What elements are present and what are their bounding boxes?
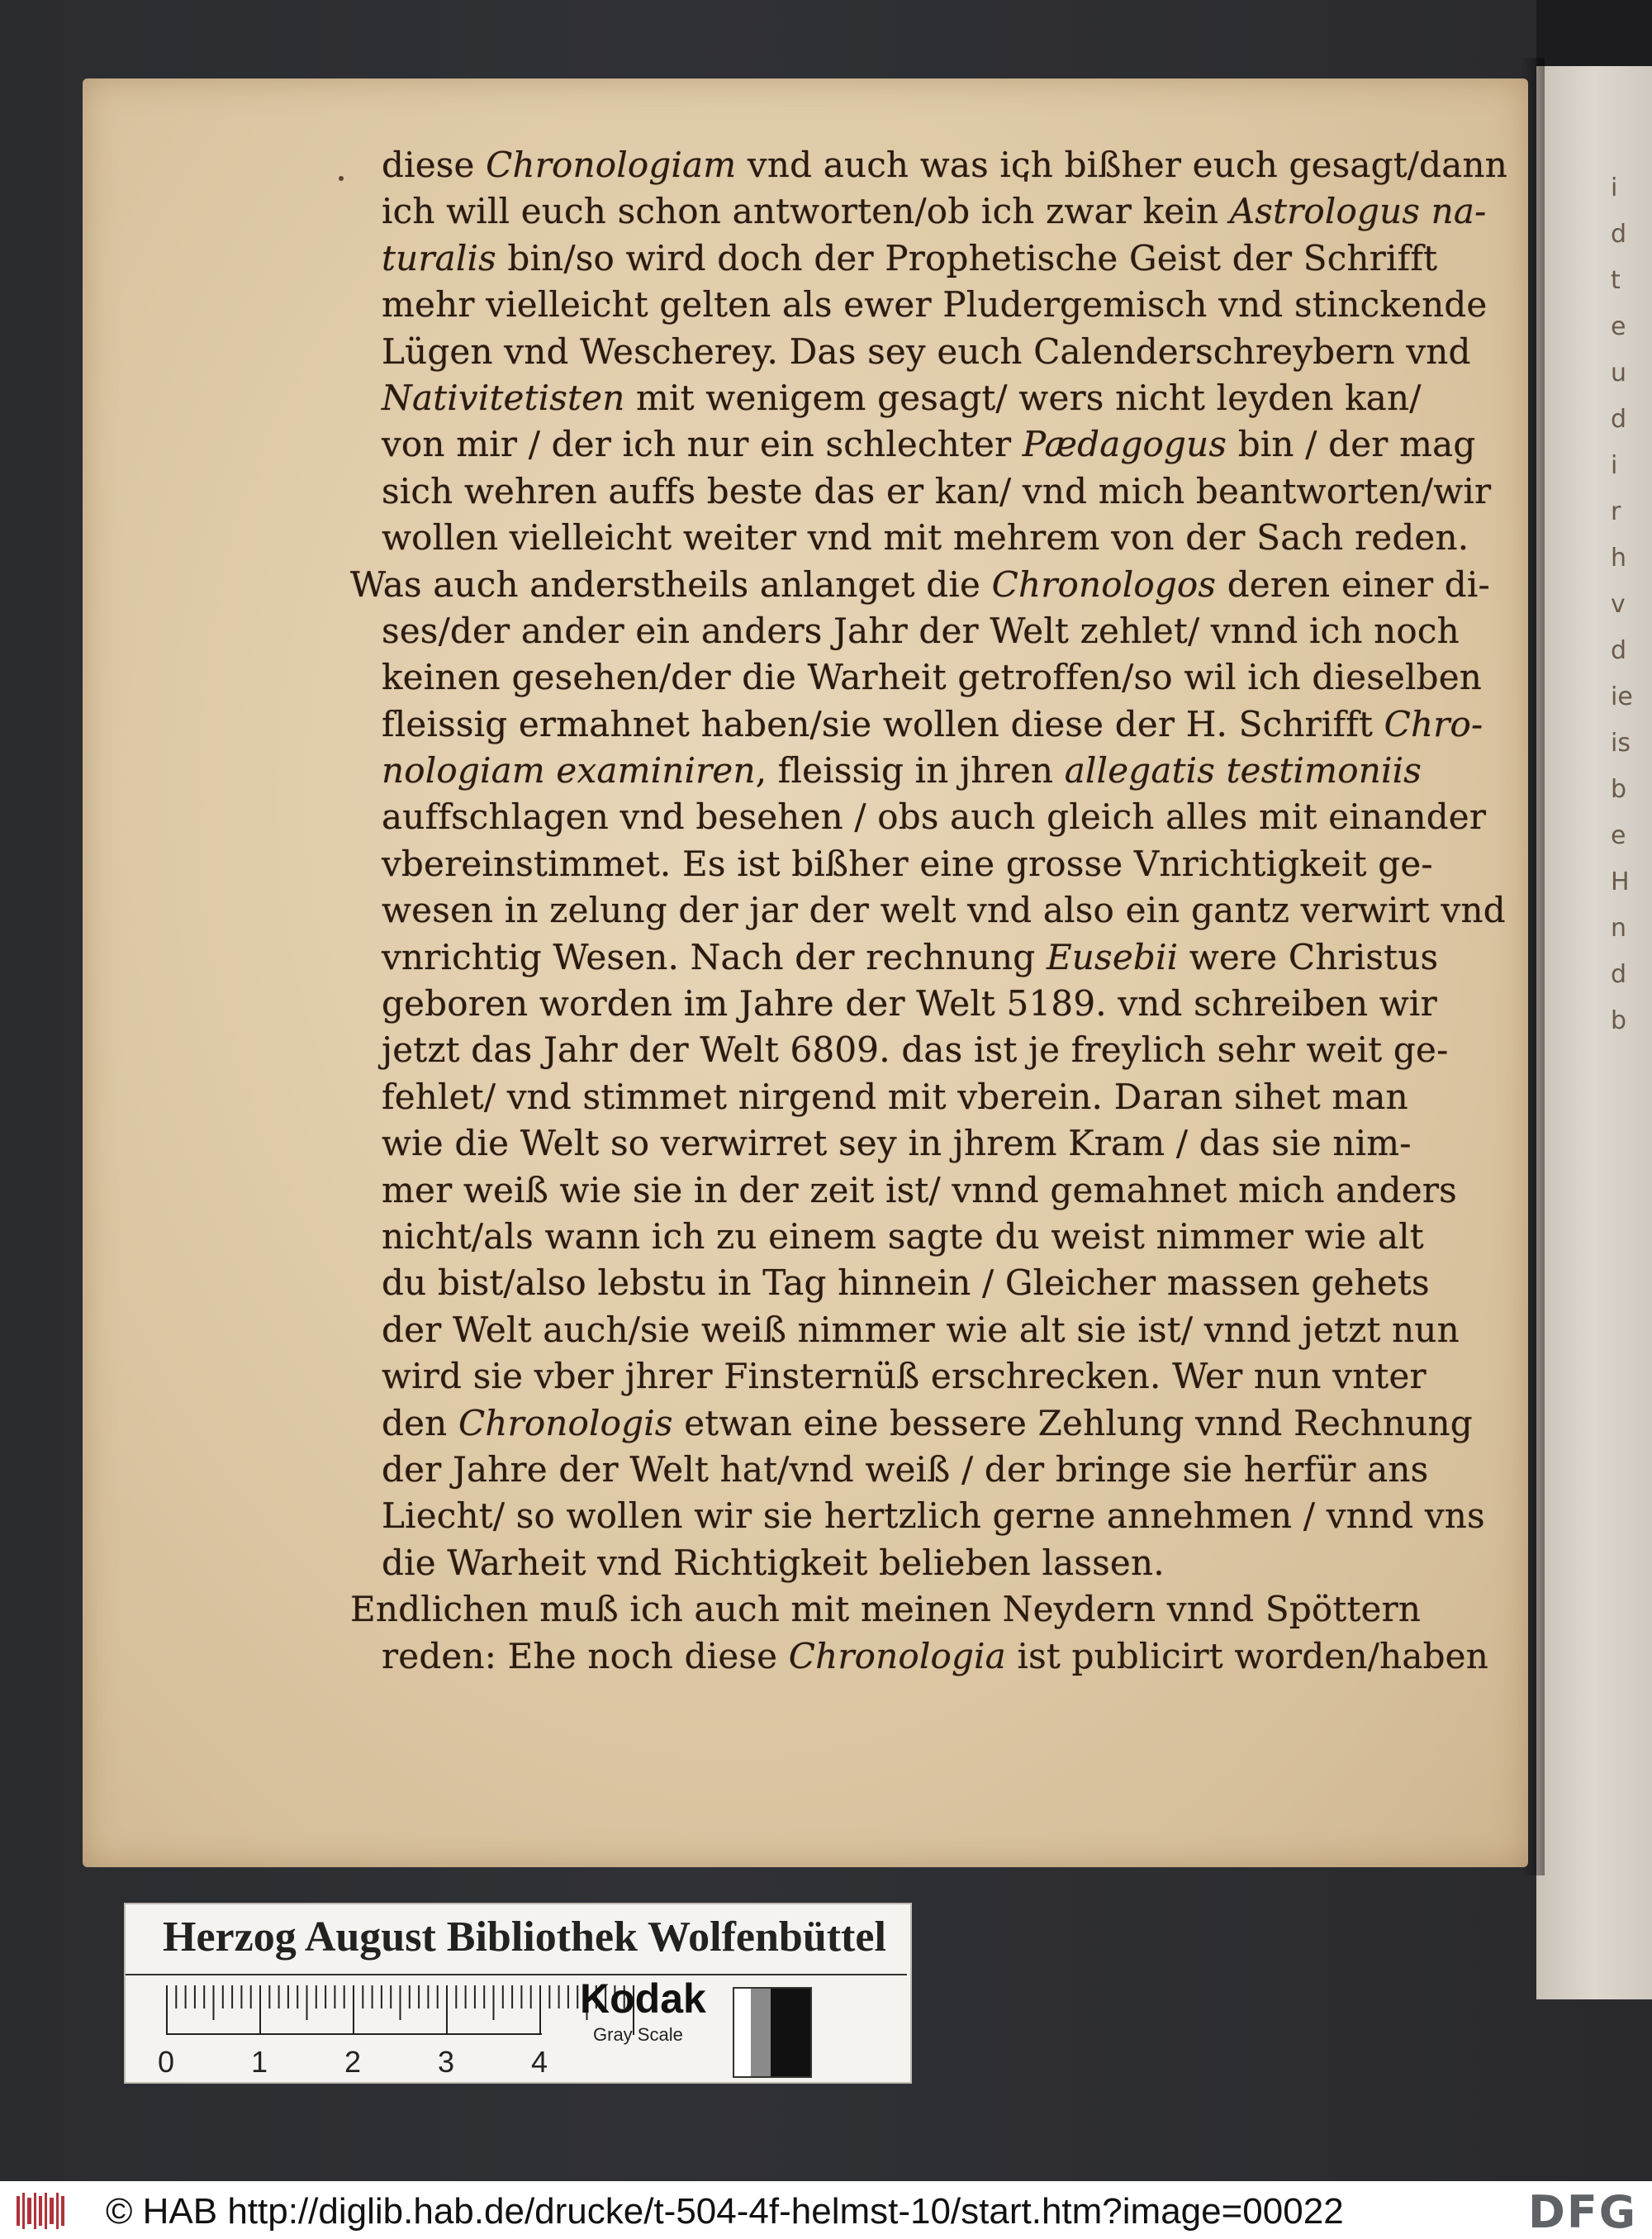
text-line [382,515,1469,561]
text-line [382,1400,1473,1447]
ruler-tick [409,1985,411,2008]
ruler-tick [372,1985,373,2008]
ruler-tick [465,1985,467,2008]
text-line [382,235,1455,282]
ruler-tick [502,1985,504,2008]
text-line [382,1307,1460,1353]
fraktur-text: fleissig ermahnet haben/sie wollen diese der H. Schrifft [382,703,1384,744]
fraktur-text: bin / der mag [1227,424,1476,465]
ruler-number: 4 [531,2045,548,2079]
ruler-tick [240,1985,242,2008]
latin-italic-text: nologiam examiniren [382,750,756,791]
fraktur-text: Was auch anderstheils anlanget die [350,563,992,605]
fraktur-text: geboren worden im Jahre der Welt 5189. vnd schreiben wir [382,983,1437,1024]
text-line [382,887,1506,934]
text-line [382,421,1476,468]
ruler-tick [231,1985,233,2008]
text-line [382,841,1455,887]
fraktur-text: die Warheit vnd Richtigkeit belieben lassen. [382,1542,1165,1583]
fraktur-text: mit wenigem gesagt/ wers nicht leyden kan/ [624,377,1422,418]
fraktur-text: jetzt das Jahr der Welt 6809. das ist je freylich sehr weit ge- [382,1029,1449,1071]
text-line [382,1447,1455,1493]
fraktur-text: mer weiß wie sie in der zeit ist/ vnnd gemahnet mich anders [382,1169,1457,1210]
fraktur-text: reden: Ehe noch diese [382,1635,789,1676]
ruler-tick [455,1985,457,2008]
fraktur-text: auffschlagen vnd besehen / obs auch gleich alles mit einander [382,796,1487,838]
text-line [382,934,1455,981]
fraktur-text: wie die Welt so verwirret sey in jhrem Kram / das sie nim- [382,1123,1412,1164]
text-line [350,562,1490,608]
ruler-tick [316,1985,317,2008]
ruler-tick [446,1985,448,2035]
fraktur-text: vnrichtig Wesen. Nach der rechnung [382,936,1047,977]
ruler-tick [268,1985,270,2008]
copyright-url: © HAB http://diglib.hab.de/drucke/t-504-4f-helmst-10/start.htm?image=00022 [106,2191,1344,2232]
text-line [350,1586,1455,1633]
latin-italic-text: Chronologos [991,563,1217,605]
kodak-logo: Kodak [580,1975,706,2022]
fraktur-text: were Christus [1178,936,1439,977]
ruler-tick [287,1985,289,2008]
fraktur-text: vbereinstimmet. Es ist bißher eine grosse Vnrichtigkeit ge- [382,843,1433,884]
text-line [382,1074,1455,1120]
text-line [382,1493,1485,1539]
text-line [382,375,1455,421]
ruler-tick [530,1985,532,2008]
fraktur-text: mehr vielleicht gelten als ewer Pludergemisch vnd stinckende [382,284,1488,326]
latin-italic-text: turalis [382,237,496,278]
library-name: Herzog August Bibliothek Wolfenbüttel [163,1913,886,1961]
dfg-logo: DFG [1528,2186,1638,2238]
text-line [382,468,1492,515]
ruler-tick [567,1985,569,2008]
ruler-tick [175,1985,177,2008]
latin-italic-text: Nativitetisten [382,377,625,418]
ruler-baseline [166,2033,542,2035]
fraktur-text: Lügen vnd Wescherey. Das sey euch Calenderschreybern vnd [382,330,1471,372]
ruler-tick [577,1985,578,2008]
text-line [382,748,1455,794]
fraktur-text: den [382,1402,458,1443]
ruler-tick [400,1985,401,2020]
fraktur-text: der Jahre der Welt hat/vnd weiß / der bringe sie herfür ans [382,1448,1429,1490]
latin-italic-text: Chronologis [458,1402,673,1443]
ruler-tick [250,1985,252,2008]
fraktur-text: ich will euch schon antworten/ob ich zwar kein [382,191,1230,232]
text-line [382,701,1483,748]
text-line [382,1260,1455,1306]
fraktur-text: Liecht/ so wollen wir sie hertzlich gerne annehmen / vnnd vns [382,1495,1485,1537]
text-line [382,1633,1488,1680]
ruler-tick [278,1985,280,2008]
ruler-tick [427,1985,429,2008]
ruler-tick [493,1985,495,2020]
ruler-tick [558,1985,560,2008]
fraktur-text: von mir / der ich nur ein schlechter [382,424,1023,465]
text-line [382,329,1471,375]
text-line [382,654,1483,701]
ruler-tick [418,1985,420,2008]
ruler-tick [194,1985,196,2008]
text-line [382,188,1487,235]
fraktur-text: du bist/also lebstu in Tag hinnein / Gleicher massen gehets [382,1262,1430,1304]
fraktur-text: deren einer di- [1216,563,1490,605]
fraktur-text: wesen in zelung der jar der welt vnd also ein gantz verwirt vnd [382,890,1506,931]
latin-italic-text: Eusebii [1046,936,1179,977]
text-line [382,142,1507,188]
ruler-tick [185,1985,187,2008]
page-text-block [350,142,1507,1680]
ruler-number: 0 [158,2045,175,2079]
text-line [382,1027,1455,1073]
fraktur-text: , fleissig in jhren [755,750,1065,791]
fraktur-text: bin/so wird doch der Prophetische Geist der Schrifft [496,237,1438,278]
ruler-tick [213,1985,215,2020]
ruler-tick [390,1985,392,2008]
latin-italic-text: Chro- [1384,703,1483,744]
gray-scale-patch [733,1987,812,2078]
ruler-tick [222,1985,224,2008]
latin-italic-text: Chronologia [788,1635,1006,1676]
fraktur-text: diese [382,145,487,185]
ruler-tick [520,1985,522,2008]
ruler-tick [334,1985,335,2008]
ruler-tick [362,1985,363,2008]
fraktur-text: Endlichen muß ich auch mit meinen Neydern vnnd Spöttern [350,1589,1422,1630]
fraktur-text: wollen vielleicht weiter vnd mit mehrem von der Sach reden. [382,517,1469,559]
card-divider [126,1974,907,1975]
text-line [382,282,1488,328]
latin-italic-text: allegatis testimoniis [1064,750,1422,791]
ruler-tick [306,1985,308,2020]
ruler-number: 1 [251,2045,268,2079]
ruler-tick [203,1985,205,2008]
ruler-tick [548,1985,550,2008]
fraktur-text: fehlet/ vnd stimmet nirgend mit vberein. Daran sihet man [382,1076,1408,1117]
gray-scale-label: Gray Scale [593,2024,683,2045]
latin-italic-text: Pædagogus [1022,424,1227,465]
text-line [382,981,1455,1027]
text-line [382,1353,1455,1400]
fraktur-text: der Welt auch/sie weiß nimmer wie alt sie ist/ vnnd jetzt nun [382,1309,1460,1350]
ruler-tick [474,1985,476,2008]
ruler-tick [511,1985,513,2008]
latin-italic-text: Astrologus na- [1229,191,1487,232]
next-page-dark-tab [1536,0,1652,66]
ruler-numbers [158,2045,691,2079]
ruler-tick [166,1985,168,2035]
calibration-card [124,1903,912,2084]
ruler-tick [381,1985,382,2008]
text-line [382,794,1487,840]
footer-bar [0,2181,1652,2239]
ruler-tick [483,1985,485,2008]
ruler-tick [297,1985,298,2008]
ruler-tick [344,1985,345,2008]
text-line [382,608,1460,654]
ruler-tick [325,1985,326,2008]
latin-italic-text: Chronologiam [486,145,737,185]
text-line [382,1120,1455,1167]
fraktur-text: etwan eine bessere Zehlung vnnd Rechnung [672,1402,1473,1443]
fraktur-text: ses/der ander ein anders Jahr der Welt zehlet/ vnnd ich noch [382,610,1460,651]
fraktur-text: sich wehren auffs beste das er kan/ vnd mich beantworten/wir [382,470,1492,511]
next-page-text-fragments: i d t e u d i r h v d ie is b e H n d b [1611,174,1633,1035]
ruler-tick [437,1985,439,2008]
fraktur-text: ist publicirt worden/haben [1005,1635,1488,1676]
barcode-icon [17,2191,68,2231]
ruler-tick [539,1985,541,2035]
ruler-tick [353,1985,354,2035]
text-line [382,1167,1455,1214]
fraktur-text: nicht/als wann ich zu einem sagte du weist nimmer wie alt [382,1215,1424,1257]
ruler-number: 2 [344,2045,362,2079]
text-line [382,1540,1455,1586]
fraktur-text: wird sie vber jhrer Finsternüß erschrecken. Wer nun vnter [382,1356,1427,1397]
fraktur-text: vnd auch was ich bißher euch gesagt/dann [736,145,1507,185]
ruler-number: 3 [438,2045,455,2079]
text-line [382,1214,1455,1260]
fraktur-text: keinen gesehen/der die Warheit getroffen/so wil ich dieselben [382,657,1483,698]
page-speck [339,176,344,181]
ruler-tick [259,1985,261,2035]
